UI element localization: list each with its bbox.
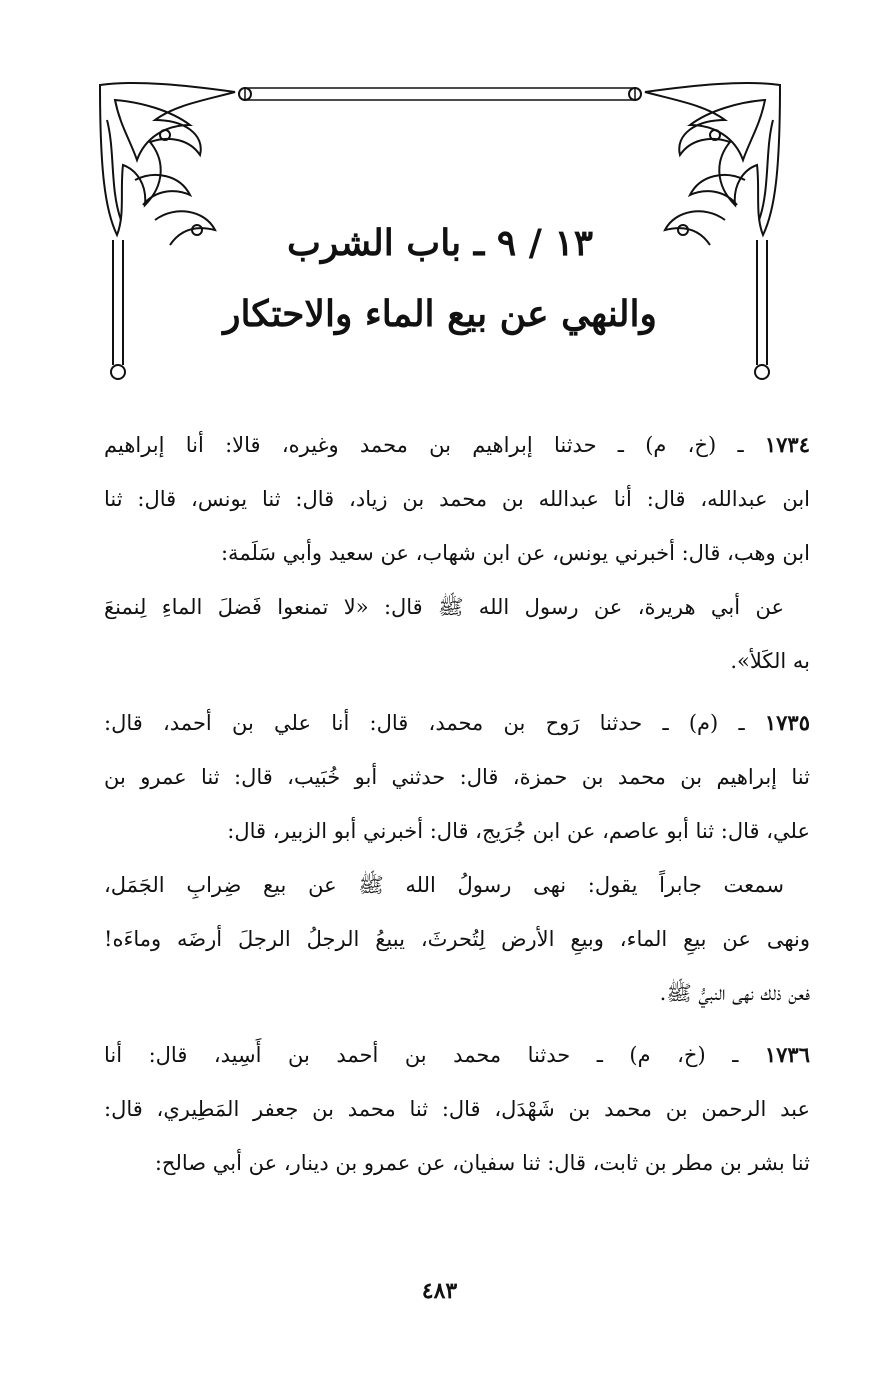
isnad-line: عبد الرحمن بن محمد بن شَهْدَل، قال: ثنا محمد بن جعفر المَطِيري، قال: (104, 1097, 810, 1121)
isnad-line: ١٧٣٥ ـ (م) ـ حدثنا رَوح بن محمد، قال: أنا علي بن أحمد، قال: (104, 710, 810, 735)
isnad-line: ابن عبدالله، قال: أنا عبدالله بن محمد بن زياد، قال: ثنا يونس، قال: ثنا (104, 487, 810, 511)
isnad-line: علي، قال: ثنا أبو عاصم، عن ابن جُرَيج، قال: أخبرني أبو الزبير، قال: (227, 819, 810, 843)
isnad-line: ابن وهب، قال: أخبرني يونس، عن ابن شهاب، عن سعيد وأبي سَلَمة: (220, 541, 810, 565)
isnad-line: ١٧٣٦ ـ (خ، م) ـ حدثنا محمد بن أحمد بن أَسِيد، قال: أنا (104, 1042, 810, 1067)
matn-line: به الكَلأ». (730, 649, 810, 673)
hadith-1734 (104, 418, 810, 688)
hadith-number: ١٧٣٤ (764, 432, 810, 457)
page-number: ٤٨٣ (421, 1278, 458, 1304)
hadith-number: ١٧٣٥ (764, 710, 810, 735)
chapter-subtitle: والنهي عن بيع الماء والاحتكار (223, 293, 657, 335)
hadith-text (104, 418, 810, 1190)
matn-line: فعن ذلك نهى النبيُّ ﷺ. (659, 981, 810, 1005)
matn-line: ونهى عن بيعِ الماء، وبيعِ الأرض لِتُحرثَ، يبيعُ الرجلُ الرجلَ أرضَه وماءَه! (104, 927, 810, 951)
hadith-1736 (104, 1028, 810, 1190)
hadith-1735 (104, 696, 810, 1020)
matn-line: عن أبي هريرة، عن رسول الله ﷺ قال: «لا تمنعوا فَضلَ الماءِ لِنمنعَ (104, 595, 784, 619)
matn-line: سمعت جابراً يقول: نهى رسولُ الله ﷺ عن بيع ضِرابِ الجَمَل، (104, 873, 784, 897)
isnad-line: ١٧٣٤ ـ (خ، م) ـ حدثنا إبراهيم بن محمد وغيره، قالا: أنا إبراهيم (104, 432, 810, 457)
isnad-line: ثنا بشر بن مطر بن ثابت، قال: ثنا سفيان، عن عمرو بن دينار، عن أبي صالح: (154, 1151, 810, 1175)
isnad-line: ثنا إبراهيم بن محمد بن حمزة، قال: حدثني أبو خُبَيب، قال: ثنا عمرو بن (104, 765, 810, 789)
chapter-title: ١٣ / ٩ ـ باب الشرب (286, 222, 594, 264)
hadith-number: ١٧٣٦ (764, 1042, 810, 1067)
